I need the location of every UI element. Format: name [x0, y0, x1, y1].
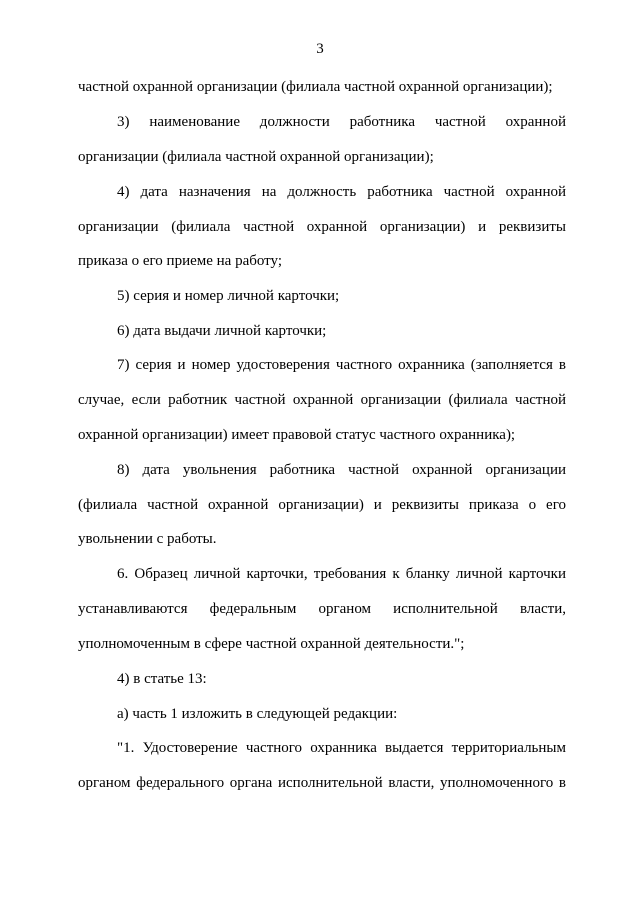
- text-line: 6. Образец личной карточки, требования к бланку личной карточки: [117, 566, 566, 582]
- text-line: 4) дата назначения на должность работника частной охранной: [117, 184, 566, 200]
- text-line: 7) серия и номер удостоверения частного охранника (заполняется в: [117, 357, 566, 373]
- text-line: 8) дата увольнения работника частной охранной организации: [117, 462, 566, 478]
- text-line: 4) в статье 13:: [117, 671, 207, 687]
- text-line: случае, если работник частной охранной организации (филиала частной: [78, 392, 566, 408]
- text-line: организации (филиала частной охранной организации);: [78, 149, 434, 165]
- text-line: 6) дата выдачи личной карточки;: [117, 323, 327, 339]
- text-line: охранной организации) имеет правовой статус частного охранника);: [78, 427, 516, 443]
- text-line: организации (филиала частной охранной организации) и реквизиты: [78, 219, 566, 235]
- text-line: органом федерального органа исполнительной власти, уполномоченного в: [78, 775, 566, 791]
- text-line: приказа о его приеме на работу;: [78, 253, 283, 269]
- text-line: а) часть 1 изложить в следующей редакции:: [117, 706, 398, 722]
- text-line: уполномоченным в сфере частной охранной деятельности.";: [78, 636, 465, 652]
- text-line: 5) серия и номер личной карточки;: [117, 288, 340, 304]
- page-number: 3: [316, 41, 324, 57]
- text-line: (филиала частной охранной организации) и реквизиты приказа о его: [78, 497, 566, 513]
- text-line: частной охранной организации (филиала частной охранной организации);: [78, 79, 553, 95]
- text-line: 3) наименование должности работника частной охранной: [117, 114, 566, 130]
- text-line: увольнении с работы.: [78, 531, 217, 547]
- text-line: устанавливаются федеральным органом исполнительной власти,: [78, 601, 566, 617]
- text-line: "1. Удостоверение частного охранника выдается территориальным: [117, 740, 566, 756]
